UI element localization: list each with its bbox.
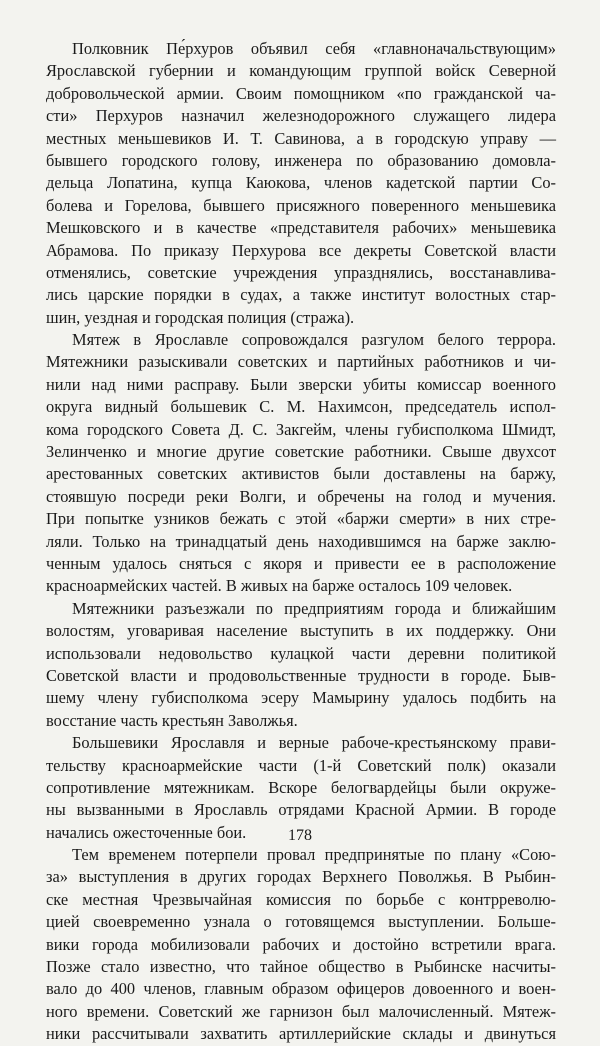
text-line: красноармейских частей. В живых на барже осталось 109 человек. [46, 576, 513, 596]
text-line: волостям, уговаривая население выступить в их поддержку. Они [46, 621, 556, 641]
text-line: кома городского Совета Д. С. Закгейм, члены губисполкома Шмидт, [46, 419, 556, 439]
text-line: вало до 400 членов, главным образом офицеров довоенного и воен- [46, 979, 556, 999]
text-line: арестованных советских активистов были доставлены на баржу, [46, 464, 556, 484]
paragraph [46, 38, 556, 329]
text-line: Мятеж в Ярославле сопровождался разгулом белого террора. [72, 330, 556, 350]
page-number: 178 [288, 827, 312, 844]
text-line: добровольческой армии. Своим помощником «по гражданской ча- [46, 83, 556, 103]
text-line: нили над ними расправу. Были зверски убиты комиссар военного [46, 374, 556, 394]
text-line: ники рассчитывали захватить артиллерийские склады и двинуться [46, 1024, 556, 1044]
text-line: Абрамова. По приказу Перхурова все декреты Советской власти [46, 240, 556, 260]
text-line: тельству красноармейские части (1-й Советский полк) оказали [46, 755, 556, 775]
text-line: Советской власти и продовольственные трудности в городе. Быв- [46, 665, 556, 685]
paragraph [46, 598, 556, 732]
text-line: Тем временем потерпели провал предпринятые по плану «Сою- [72, 845, 556, 865]
text-line: сопротивление мятежникам. Вскоре белогвардейцы были окруже- [46, 777, 556, 797]
text-line: местных меньшевиков И. Т. Савинова, а в городскую управу — [46, 128, 556, 148]
text-line: ного времени. Советский же гарнизон был малочисленный. Мятеж- [46, 1001, 556, 1021]
text-line: восстание часть крестьян Заволжья. [46, 710, 298, 730]
text-line: начались ожесточенные бои. [46, 822, 247, 842]
paragraph [46, 844, 556, 1046]
text-line: ны вызванными в Ярославль отрядами Красной Армии. В городе [46, 800, 556, 820]
text-line: использовали недовольство кулацкой части деревни политикой [46, 643, 556, 663]
paragraph [46, 329, 556, 598]
text-line: шин, уездная и городская полиция (стража). [46, 307, 355, 327]
text-line: Мятежники разъезжали по предприятиям города и ближайшим [72, 598, 556, 618]
text-line: лись царские порядки в судах, а также институт волостных стар- [46, 285, 556, 305]
text-line: цией своевременно узнала о готовящемся выступлении. Больше- [46, 912, 556, 932]
text-line: Ярославской губернии и командующим группой войск Северной [46, 61, 556, 81]
text-line: вики города мобилизовали рабочих и достойно встретили врага. [46, 934, 556, 954]
text-line: Мешковского и в качестве «представителя рабочих» меньшевика [46, 218, 556, 238]
text-line: дельца Лопатина, купца Каюкова, членов кадетской партии Со- [46, 173, 556, 193]
text-line: за» выступления в других городах Верхнего Поволжья. В Рыбин- [46, 867, 556, 887]
text-line: округа видный большевик С. М. Нахимсон, председатель испол- [46, 397, 556, 417]
text-line: При попытке узников бежать с этой «баржи смерти» в них стре- [46, 509, 556, 529]
text-line: шему члену губисполкома эсеру Мамырину удалось подбить на [46, 688, 556, 708]
text-line: отменялись, советские учреждения упразднялись, восстанавлива- [46, 262, 556, 282]
text-line: бывшего городского голову, инженера по образованию домовла- [46, 150, 556, 170]
text-line: Зелинченко и многие другие советские работники. Свыше двухсот [46, 442, 556, 462]
text-line: стоявшую посреди реки Волги, и обречены на голод и мучения. [46, 486, 556, 506]
text-line: сти» Перхуров назначил железнодорожного служащего лидера [46, 106, 556, 126]
text-line: ляли. Только на тринадцатый день находившимся на барже заклю- [46, 531, 556, 551]
text-line: ченным удалось сняться с якоря и привести ее в расположение [46, 553, 556, 573]
text-line: Мятежники разыскивали советских и партийных работников и чи- [46, 352, 556, 372]
text-line: Полковник Пе́рхуров объявил себя «главноначальствующим» [72, 39, 556, 58]
text-line: Большевики Ярославля и верные рабоче-крестьянскому прави- [72, 733, 556, 753]
text-line: ске местная Чрезвычайная комиссия по борьбе с контрреволю- [46, 889, 556, 909]
text-line: болева и Горелова, бывшего присяжного поверенного меньшевика [46, 195, 556, 215]
text-line: Позже стало известно, что тайное общество в Рыбинске насчиты- [46, 957, 556, 977]
body-text [46, 38, 556, 1046]
